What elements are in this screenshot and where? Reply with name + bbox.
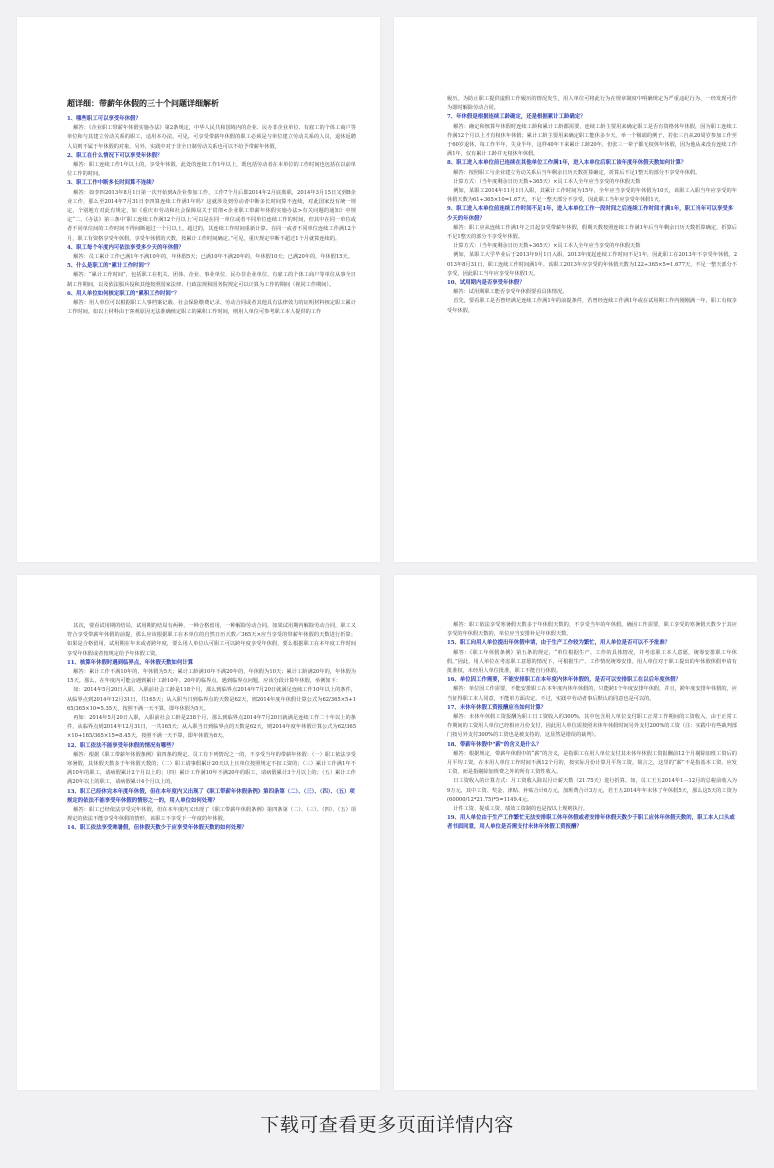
answer-paragraph: 解答：如李四2013年8月1日第一次开始到A企业参加工作，工作7个月后即2014年2月底离职，2014年3月15日又到B企业工作，那么至2014年7月31日李四算连续工作满1年吗？这就涉及到劳动者中断多长时间算不连续，对此国家没有统一规定，个别地方对此有规定，如《重庆市劳动和社会保障局关于贯彻<企业职工带薪年休假实施办法>有关问题的通知》中规定“二、《办法》第三条中‘职工连续工作满12个月以上’可以是在同一单位或者不同单位连续工作的时间，但其中在同一单位或者不同单位间的工作时间不得间断超过一个月以上。超过的，其连续工作时间重新计算。在同一或者不同单位连续工作满12个月，职工有资格享受年休假。享受年休假的天数，按累计工作时间确定。”可见，重庆规定中断不超过1个月就算连续的。 (67, 189, 356, 242)
question-heading: 13、职工已经休完本年度年休假，但在本年度内又出现了《职工带薪年休假条例》第四条第（二）、（三）、（四）、（五）项规定的依法不能享受年休假的情形之一的，用人单位如何处理？ (67, 788, 355, 804)
answer-paragraph: 解答：根据规定，带薪年休假中的“薪”的含义，是指职工在用人单位支付其未休年休假工资报酬前12个月剔除加班工资后的月平均工资。在本用人单位工作时间不满12个月的，按实际月份计算月平均工资。简言之，这里的“薪”不是指基本工资、应发工资，而是指剔除加班费之外的所有工资性收入。 (447, 750, 737, 776)
question-heading: 6、用人单位如何核定职工的“累积工作时间”？ (67, 290, 180, 297)
question-heading: 18、带薪年休假中“薪”的含义是什么？ (447, 741, 542, 748)
answer-paragraph: 解答：职工应从连续工作满1年之日起享受带薪年休假，假期天数按照连续工作满1年后当年剩余日历天数折算确定，折算后不足1整天的部分不享受年休假。 (447, 224, 737, 241)
question-heading: 14、职工依法享受寒暑假，但休假天数少于应享受年休假天数的如何处理？ (67, 825, 248, 832)
answer-paragraph: 解答：单位因工作需要，不能安排职工在本年度内休年休假的，只能跨1个年度安排年休假，并且，跨年度安排年休假的，应当征得职工本人同意，不能单方面决定。不过，实践中劳动者事后默认的同意也是可以的。 (447, 686, 737, 702)
answer-paragraph: 再如：2014年5月20日入职，入职前社会工龄是238个月，那么到临界点2014年7月20日就满足连续工作二十年以上的条件，从临界点到2014年12月31日，一共165天；从入职当日到临界点的天数是62天，则2014年度年休假计算公式为62/365×10+165/365×15=8.45天，按照不满一天不算，即年休假为8天。 (67, 715, 356, 740)
question-heading: 8、职工进入本单位前已连续在其他单位工作满1年，进入本单位后职工该年度年休假天数如何计算？ (447, 160, 687, 167)
document-page-3 (17, 575, 380, 1090)
answer-paragraph: 计件工资、提成工资、绩效工资制的也是按以上规则执行。 (453, 806, 589, 813)
answer-paragraph: 首先，要看职工是否曾经满足连续工作满1年的前提条件，若曾经连续工作满1年或在试用期工作内刚刚满一年，职工有权享受年休假。 (447, 298, 737, 314)
answer-paragraph: 解答：《企业职工带薪年休假实施办法》第2条规定，中华人民共和国境内的企业、民办非企业单位、有雇工的个体工商户等单位和与其建立劳动关系的职工，适用本办法。可见，可享受带薪年休假的职工必须是与单位建立劳动关系的人员，退休返聘人员则不属于年休假的对象。另外，实践中对于非全日制劳动关系也可以不给予带薪年休假。 (67, 125, 356, 150)
question-heading: 15、职工向用人单位提出年休假申请，由于生产工作较为繁忙，用人单位是否可以不予批准？ (447, 640, 671, 647)
answer-paragraph: 解答：根据《职工带薪年休假条例》第四条的规定，员工有下列情况之一的，不享受当年的带薪年休假：（一）职工依法享受寒暑假，其休假天数多于年休假天数的；（二）职工请事假累计20天以上且单位按照规定不扣工资的；（三）累计工作满1年不满10年的职工，请病假累计2个月以上的；（四）累计工作满10年不满20年的职工，请病假累计3个月以上的；（五）累计工作满20年以上的职工，请病假累计4个月以上的。 (67, 751, 356, 786)
question-heading: 10、试用期内是否享受年休假？ (447, 280, 525, 287)
answer-paragraph: 解答：职工已经依法享受完年休假，但在本年度内又出现了《职工带薪年休假条例》第四条第（二）、（三）、（四）、（五）项规定的依法不能享受年休假的情形，该职工不享受下一年度的年休假。 (67, 807, 356, 823)
document-page-2 (394, 17, 757, 562)
question-heading: 7、年休假是根据连续工龄确定，还是根据累计工龄确定？ (447, 114, 586, 121)
answer-paragraph: 其次，要看试用期的结局，试用期的结局有两种，一种合格留用，一种解除劳动合同。如果试用期内解除劳动合同，职工又符合享受带薪年休假的前提，那么应该根据职工在本单位的自然日历天数／365天×应当享受的带薪年休假的天数进行折算；如果是合格留用，试用期在年末或者跨年度，要么用人单位认可职工可以跨年度享受年休假，要么根据职工在本年度工作时间享受年休假或者按规定给予年休假工资。 (67, 623, 356, 657)
answer-paragraph: 例如，某职工2014年11月1日入职，其累计工作时间为15年，全年应当享受的年休假为10天，该职工入职当年应享受的年休假天数为61÷365×10=1.67天，不足一整天部分不享受，因此职工当年应享受年休假1天。 (447, 188, 737, 204)
page-content (447, 95, 737, 316)
answer-paragraph: 解答：试用期职工能否享受年休假要看具体情况。 (453, 289, 568, 296)
answer-paragraph: 日工资收入的计算方式：月工资收入除以月计薪天数（21.75天）进行折算。如，员工王五2014年1－12月的总税前收入为9万元，其中工资、奖金、津贴、补贴合计6万元，加班费合计3万元，若王五2014年年末休了年休假5天，那么这5天的工资为(60000/12*21.75)*5=1149.4元。 (447, 778, 737, 803)
document-page-4 (394, 575, 757, 1090)
answer-paragraph: 解答：《职工年休假条例》第五条的规定，“单位根据生产、工作的具体情况，并考虑职工本人意愿，统筹安排职工年休假。”因此，用人单位在考虑职工意愿的情况下，可根据生产、工作情况统筹安排。用人单位对于职工提出的年休假休假申请有批准权，未经用人单位批准，职工不能自行休假。 (447, 649, 737, 675)
answer-paragraph: 解答：未休年休假工资报酬为职工日工资收入的300%，其中包含用人单位支付职工正常工作期间的工资收入，由于正常工作期间的工资用人单位已经相应月份支付，因此用人单位需按照未休年休假时间另外支付200%的工资（注：实践中有些裁判部门按另外支付300%的工资也是被支持的，这显然是错误的裁判）。 (447, 714, 737, 739)
question-heading: 1、哪些职工可以享受年休假？ (67, 116, 141, 122)
document-page-1 (17, 17, 380, 562)
question-heading: 5、什么是职工的“累计工作时间”？ (67, 263, 153, 270)
question-heading: 16、单位因工作需要，不能安排职工在本年度内休年休假的，是否可以安排职工在以后年度休假？ (447, 677, 681, 684)
page-content (67, 622, 356, 834)
answer-paragraph: 履历。为防止职工提供虚假工作履历的情况发生，用人单位可将此行为在规章制度中明确规定为严重违纪行为，一经发现可作为即时解除劳动合同。 (447, 96, 737, 112)
answer-paragraph: 如：2014年5月20日入职，入职前社会工龄是118个月，那么到临界点2014年7月20日就满足连续工作10年以上的条件，从临界点到2014年12月31日，共165天；从入职当日到临界点的天数是62天，则2014年度年休假计算公式为62/365×5+165/365×10=5.35天，按照不满一天不算，即年休假为5天。 (67, 687, 356, 712)
question-heading: 17、未休年休假工资报酬应当如何计算？ (447, 704, 547, 711)
answer-paragraph: 解答：用人单位可以根据职工人事档案记载、社会保险缴费记录、劳动合同或者其他具有法律效力的证明材料核定职工累计工作时间。如以上材料由于客观原因无法准确核定职工的累积工作时间，则用人单位可参考职工本人提供的工作 (67, 300, 356, 316)
question-heading: 2、职工在什么情况下可以享受年休假？ (67, 152, 163, 159)
question-heading: 12、职工依法不能享受年休假的情况有哪些？ (67, 742, 177, 749)
question-heading: 19、用人单位由于生产工作繁忙无法安排职工休年休假或者安排年休假天数少于职工应休年休假天数的，职工本人口头或者书面同意，用人单位是否需支付未休年休假工资报酬？ (447, 815, 735, 831)
answer-paragraph: 解答：员工累计工作已满1年不满10年的，年休假5天；已满10年不满20年的，年休假10天；已满20年的，年休假15天。 (73, 254, 353, 261)
answer-paragraph: 解答：职工连续工作1年以上的，享受年休假。此处的连续工作1年以上，既包括劳动者在本单位的工作时间也包括在以前单位工作的时间。 (67, 162, 356, 178)
answer-paragraph: 解答：累计工作不满10年的，年休假为5天；累计工龄满10年不满20年的，年休假为10天；累计工龄满20年的，年休假为15天。那么，在年度内可能会遇到累计工龄10年、20年的临界点。遇到临界点问题，应该分段计算年休假，举例如下： (67, 669, 356, 685)
answer-paragraph: 例如，某职工大学毕业后于2013年9月1日入职，2013年度起连续工作时间不足1年，因此职工在2013年不享受年休假。2013年8月31日，职工连续工作时间满1年。该职工2013年应享受的年休假天数为122÷365×5=1.677天，不足一整天部分不享受，因此职工当年应享受年休假1天。 (447, 252, 737, 277)
question-heading: 4、职工每个年度内可依法享受多少天的年休假？ (67, 244, 184, 251)
question-heading: 9、职工进入本单位前连续工作时间不足1年，进入本单位工作一段时间之后连续工作时间才满1年，职工当年可以享受多少天的年休假？ (447, 206, 734, 222)
page-content (447, 621, 737, 833)
footer-caption: 下载可查看更多页面详情内容 (260, 1114, 514, 1136)
answer-paragraph: 解答：“累计工作时间”，包括职工在机关、团体、企业、事业单位、民办非企业单位、有雇工的个体工商户等单位从事全日制工作期间，以及依法服兵役和其他按照国家法律、行政法规和国务院规定可以计算为工作的期间（视同工作期间）。 (67, 272, 356, 288)
document-title: 超详细：带薪年休假的三十个问题详细解析 (67, 98, 219, 108)
answer-paragraph: 解答：职工依法享受寒暑假天数多于年休假天数的，不享受当年的年休假。确因工作需要，职工享受的寒暑假天数少于其应享受的年休假天数的，单位应当安排补足年休假天数。 (447, 622, 737, 638)
answer-paragraph: 解答：按照职工与企业建立劳动关系后当年剩余日历天数折算确定，折算后不足1整天的部分不享受年休假。 (453, 169, 701, 176)
question-heading: 11、核算年休假时遇到临界点，年休假天数如何计算 (67, 659, 194, 666)
answer-paragraph: 解答：确定和核算年休假时连续工龄和累计工龄都需要，连续工龄主要用来确定职工是否有资格休年休假，因为职工连续工作满12个月以上才有权休年休假；累计工龄主要用来确定职工能休多少天。举一个极端的例子，若张三自从20周岁参加工作至于60岁退休，每工作半年，失业半年，这样40年下来累计工龄20年，但张三一辈子都无权休年休假，因为他从来没有连续工作满1年，仅有累计工龄并无权休年休假。 (447, 123, 737, 158)
answer-paragraph: 计算方式：（当年度剩余日历天数÷365天）×员工本人全年应当享受的年休假天数 (453, 243, 641, 250)
page-content (67, 97, 356, 317)
answer-paragraph: 计算方式：（当年度剩余日历天数÷365天）×员工本人全年应当享受的年休假天数 (453, 178, 641, 185)
question-heading: 3、职工工作中断多长时间算不连续？ (67, 180, 158, 187)
